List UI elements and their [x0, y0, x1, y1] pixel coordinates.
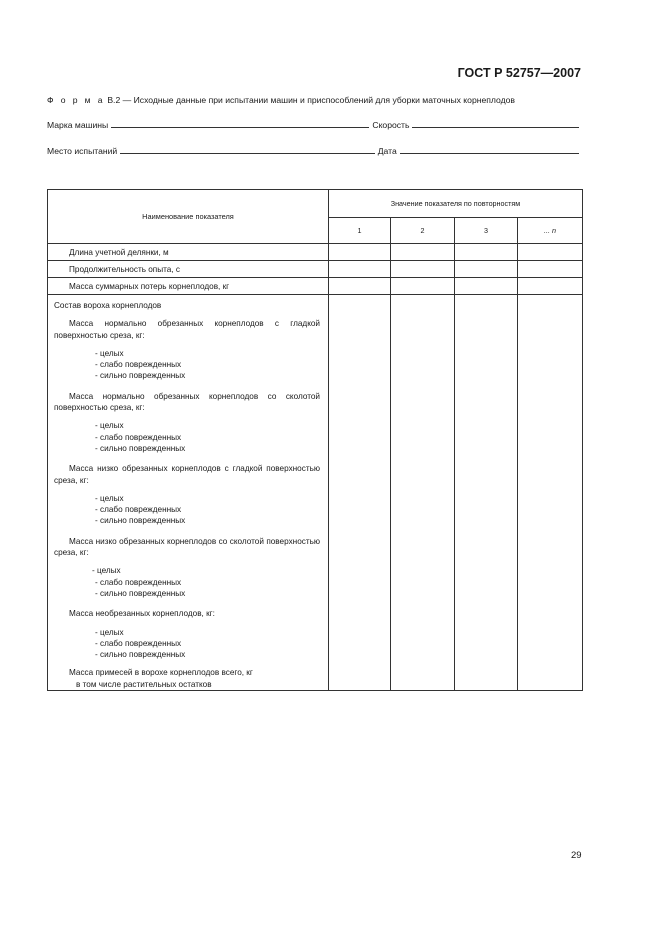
group-heading: Масса нормально обрезанных корнеплодов со сколотой поверхностью среза, кг: [54, 391, 320, 413]
list-item: - слабо поврежденных [95, 577, 182, 587]
list-item: - целых [95, 421, 124, 431]
group-heading: Масса низко обрезанных корнеплодов с гладкой поверхностью среза, кг: [54, 464, 320, 485]
experiment-duration-label: Продолжительность опыта, с [48, 261, 329, 278]
speed-blank[interactable] [412, 126, 579, 128]
list-item: - сильно поврежденных [95, 371, 186, 381]
value-cell[interactable] [329, 244, 391, 261]
group-heading: Масса нормально обрезанных корнеплодов с гладкой поверхностью среза, кг: [54, 319, 320, 340]
list-item: - целых [92, 566, 121, 576]
indicator-name-header: Наименование показателя [48, 190, 329, 244]
value-cell[interactable] [391, 278, 455, 295]
date-blank[interactable] [400, 152, 579, 154]
machine-label: Марка машины [47, 120, 109, 130]
value-cell[interactable] [455, 278, 518, 295]
form-title [47, 95, 515, 105]
list-item: - целых [95, 627, 124, 637]
place-blank[interactable] [120, 152, 375, 154]
form-label: Ф о р м а [47, 95, 105, 105]
list-item: - сильно поврежденных [95, 516, 186, 526]
list-item: - слабо поврежденных [95, 505, 182, 515]
standard-number: ГОСТ Р 52757—2007 [457, 66, 581, 80]
list-item: - слабо поврежденных [95, 638, 182, 648]
value-cell[interactable] [455, 261, 518, 278]
list-item: - сильно поврежденных [95, 650, 186, 660]
form-title-text: В.2 — Исходные данные при испытании машин и приспособлений для уборки маточных корнеплодов [107, 95, 515, 105]
repetition-1-header: 1 [329, 218, 391, 244]
table-row [48, 278, 583, 295]
value-cell[interactable] [329, 295, 391, 691]
repetition-n-header: ... n [518, 218, 583, 244]
group-heading: Масса необрезанных корнеплодов, кг: [69, 609, 215, 619]
value-cell[interactable] [455, 244, 518, 261]
composition-row [48, 295, 583, 691]
list-item: - слабо поврежденных [95, 432, 182, 442]
list-item: - сильно поврежденных [95, 588, 186, 598]
composition-title: Состав вороха корнеплодов [54, 301, 162, 310]
impurities-label: Масса примесей в ворохе корнеплодов всего, кг [69, 668, 253, 678]
values-header: Значение показателя по повторностям [329, 190, 583, 218]
date-label: Дата [377, 146, 397, 156]
value-cell[interactable] [391, 295, 455, 691]
value-cell[interactable] [329, 261, 391, 278]
repetition-2-header: 2 [391, 218, 455, 244]
list-item: - целых [95, 348, 124, 358]
value-cell[interactable] [391, 261, 455, 278]
group-heading: Масса низко обрезанных корнеплодов со сколотой поверхностью среза, кг: [54, 536, 320, 558]
place-label: Место испытаний [47, 146, 118, 156]
value-cell[interactable] [518, 278, 583, 295]
speed-label: Скорость [372, 120, 410, 130]
repetition-3-header: 3 [455, 218, 518, 244]
composition-cell [48, 295, 329, 691]
data-table [47, 189, 583, 691]
value-cell[interactable] [391, 244, 455, 261]
list-item: - сильно поврежденных [95, 443, 186, 453]
value-cell[interactable] [329, 278, 391, 295]
value-cell[interactable] [455, 295, 518, 691]
machine-blank[interactable] [111, 126, 369, 128]
impurities-sub-label: в том числе растительных остатков [76, 679, 212, 689]
total-losses-label: Масса суммарных потерь корнеплодов, кг [48, 278, 329, 295]
list-item: - слабо поврежденных [95, 360, 182, 370]
plot-length-label: Длина учетной делянки, м [48, 244, 329, 261]
table-row [48, 261, 583, 278]
place-date-line [47, 146, 582, 156]
machine-speed-line [47, 120, 582, 130]
table-row [48, 244, 583, 261]
value-cell[interactable] [518, 295, 583, 691]
page-number: 29 [571, 850, 582, 861]
value-cell[interactable] [518, 244, 583, 261]
value-cell[interactable] [518, 261, 583, 278]
list-item: - целых [95, 493, 124, 503]
